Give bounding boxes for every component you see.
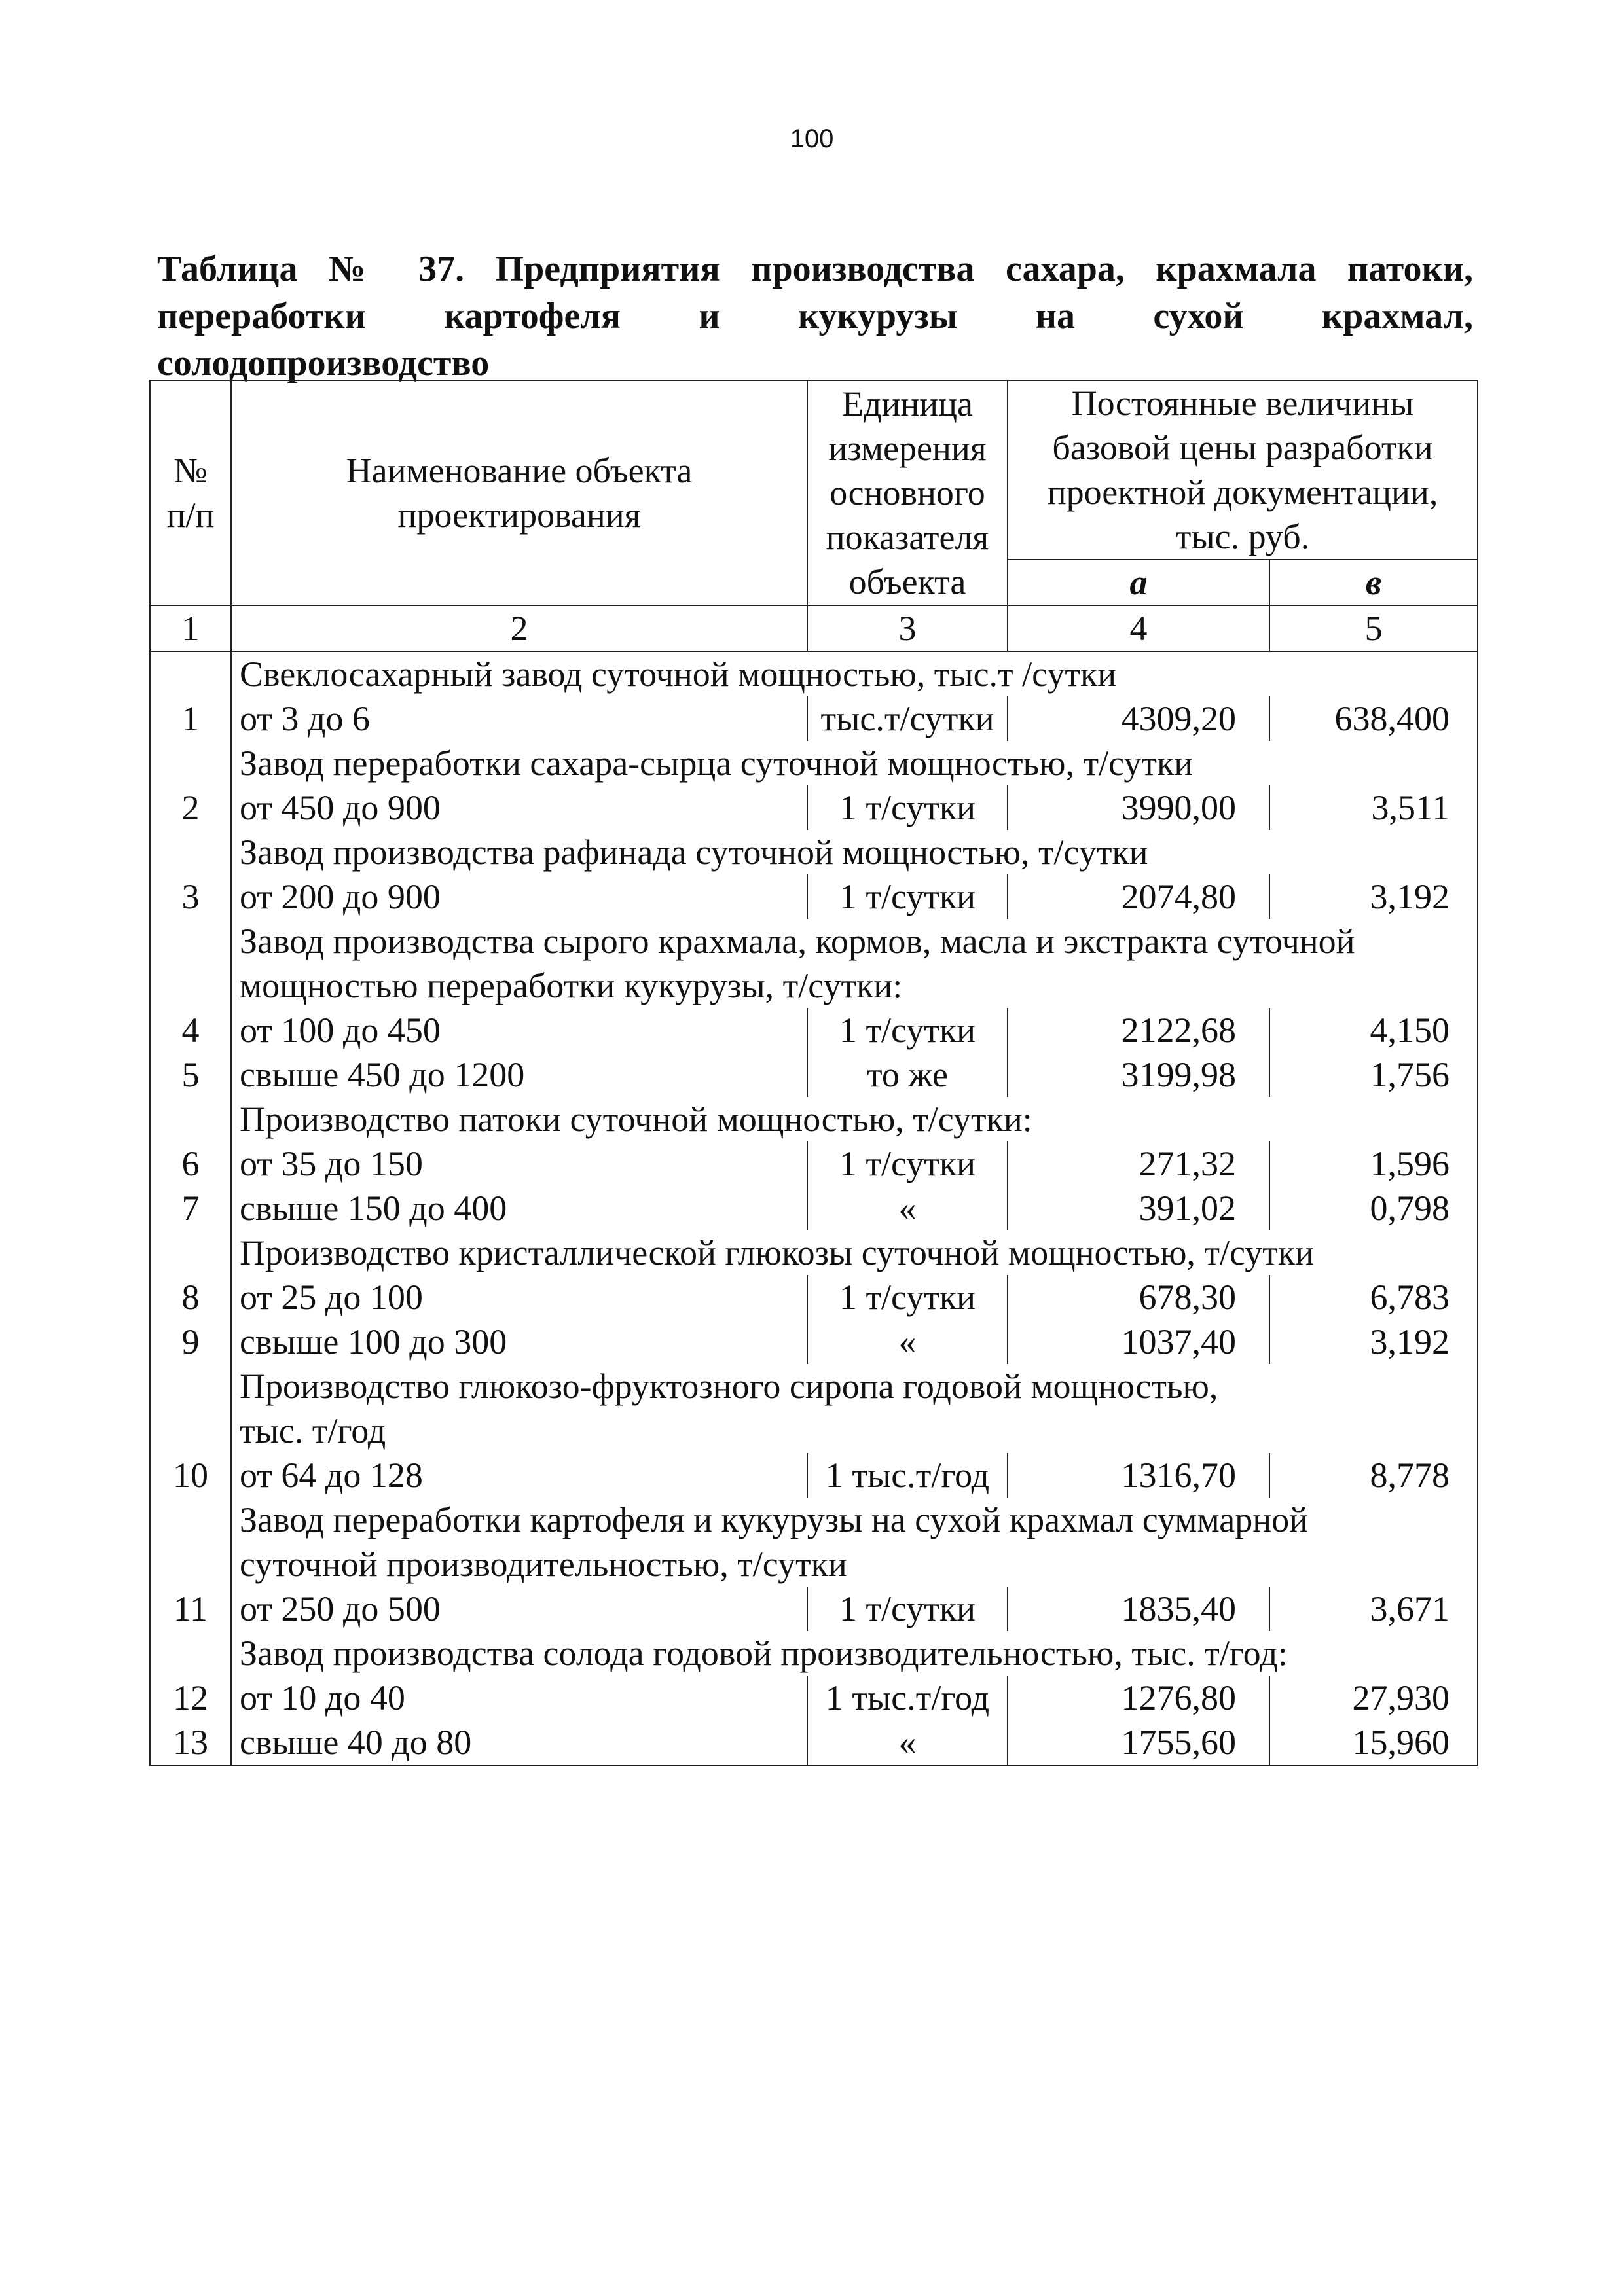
empty-number-cell	[150, 830, 231, 874]
group-heading-row	[150, 919, 1478, 963]
value-b: 0,798	[1269, 1186, 1478, 1230]
empty-number-cell	[150, 651, 231, 696]
column-number-5: 5	[1269, 605, 1478, 651]
object-range: от 3 до 6	[231, 696, 807, 741]
row-number: 2	[150, 785, 231, 830]
value-b: 1,756	[1269, 1052, 1478, 1097]
value-a: 1037,40	[1008, 1319, 1269, 1364]
group-heading: Свеклосахарный завод суточной мощностью, тыс.т /сутки	[231, 651, 1478, 696]
value-b: 8,778	[1269, 1453, 1478, 1498]
group-heading-row	[150, 1498, 1478, 1542]
empty-number-cell	[150, 1097, 231, 1141]
table-row	[150, 1186, 1478, 1230]
price-table	[149, 380, 1478, 1766]
group-heading: Производство кристаллической глюкозы суточной мощностью, т/сутки	[231, 1230, 1478, 1275]
group-heading: Производство глюкозо-фруктозного сиропа годовой мощностью,	[231, 1364, 1478, 1408]
value-a: 271,32	[1008, 1141, 1269, 1186]
row-number: 10	[150, 1453, 231, 1498]
group-heading: суточной производительностью, т/сутки	[231, 1542, 1478, 1587]
header-object-name: Наименование объекта проектирования	[231, 380, 807, 605]
empty-number-cell	[150, 963, 231, 1008]
group-heading: Завод производства рафинада суточной мощностью, т/сутки	[231, 830, 1478, 874]
table-title: Таблица № 37. Предприятия производства сахара, крахмала патоки, переработки картофеля и кукурузы на сухой крахмал,	[157, 249, 1473, 336]
object-range: от 25 до 100	[231, 1275, 807, 1319]
group-heading-row	[150, 1631, 1478, 1676]
value-a: 3990,00	[1008, 785, 1269, 830]
group-heading: тыс. т/год	[231, 1408, 1478, 1453]
row-number: 6	[150, 1141, 231, 1186]
group-heading-row	[150, 963, 1478, 1008]
value-a: 1276,80	[1008, 1676, 1269, 1720]
empty-number-cell	[150, 1498, 231, 1542]
value-a: 2074,80	[1008, 874, 1269, 919]
header-a: а	[1008, 560, 1269, 605]
row-number: 5	[150, 1052, 231, 1097]
group-heading: Завод производства солода годовой производительностью, тыс. т/год:	[231, 1631, 1478, 1676]
group-heading-row	[150, 741, 1478, 785]
unit-of-measure: «	[807, 1720, 1008, 1765]
unit-of-measure: 1 т/сутки	[807, 874, 1008, 919]
column-number-2: 2	[231, 605, 807, 651]
table-row	[150, 1008, 1478, 1052]
value-a: 3199,98	[1008, 1052, 1269, 1097]
value-b: 27,930	[1269, 1676, 1478, 1720]
empty-number-cell	[150, 1364, 231, 1408]
table-row	[150, 1587, 1478, 1631]
unit-of-measure: 1 тыс.т/год	[807, 1453, 1008, 1498]
group-heading-row	[150, 1364, 1478, 1408]
value-b: 6,783	[1269, 1275, 1478, 1319]
table-row	[150, 1275, 1478, 1319]
table-row	[150, 696, 1478, 741]
table-title-continuation: солодопроизводство	[157, 343, 490, 384]
object-range: от 250 до 500	[231, 1587, 807, 1631]
unit-of-measure: 1 т/сутки	[807, 1141, 1008, 1186]
table-row	[150, 1453, 1478, 1498]
value-b: 638,400	[1269, 696, 1478, 741]
empty-number-cell	[150, 1631, 231, 1676]
object-range: от 64 до 128	[231, 1453, 807, 1498]
header-number: № п/п	[150, 380, 231, 605]
value-a: 1755,60	[1008, 1720, 1269, 1765]
value-b: 3,192	[1269, 1319, 1478, 1364]
group-heading: Завод производства сырого крахмала, кормов, масла и экстракта суточной	[231, 919, 1478, 963]
object-range: свыше 100 до 300	[231, 1319, 807, 1364]
row-number: 1	[150, 696, 231, 741]
row-number: 11	[150, 1587, 231, 1631]
header-b: в	[1269, 560, 1478, 605]
value-a: 1316,70	[1008, 1453, 1269, 1498]
value-b: 4,150	[1269, 1008, 1478, 1052]
row-number: 12	[150, 1676, 231, 1720]
object-range: от 450 до 900	[231, 785, 807, 830]
group-heading: Завод переработки сахара-сырца суточной мощностью, т/сутки	[231, 741, 1478, 785]
row-number: 8	[150, 1275, 231, 1319]
empty-number-cell	[150, 919, 231, 963]
unit-of-measure: тыс.т/сутки	[807, 696, 1008, 741]
value-b: 15,960	[1269, 1720, 1478, 1765]
table-row	[150, 1141, 1478, 1186]
empty-number-cell	[150, 1542, 231, 1587]
group-heading-row	[150, 1408, 1478, 1453]
column-number-4: 4	[1008, 605, 1269, 651]
table-body	[150, 651, 1478, 1765]
unit-of-measure: 1 тыс.т/год	[807, 1676, 1008, 1720]
value-b: 3,511	[1269, 785, 1478, 830]
object-range: от 100 до 450	[231, 1008, 807, 1052]
table-row	[150, 785, 1478, 830]
row-number: 13	[150, 1720, 231, 1765]
object-range: от 200 до 900	[231, 874, 807, 919]
group-heading-row	[150, 1230, 1478, 1275]
empty-number-cell	[150, 1408, 231, 1453]
group-heading-row	[150, 651, 1478, 696]
object-range: от 10 до 40	[231, 1676, 807, 1720]
table-row	[150, 1052, 1478, 1097]
unit-of-measure: 1 т/сутки	[807, 1008, 1008, 1052]
group-heading: Производство патоки суточной мощностью, т/сутки:	[231, 1097, 1478, 1141]
empty-number-cell	[150, 1230, 231, 1275]
column-number-3: 3	[807, 605, 1008, 651]
value-a: 4309,20	[1008, 696, 1269, 741]
table-row	[150, 1720, 1478, 1765]
value-b: 3,671	[1269, 1587, 1478, 1631]
unit-of-measure: 1 т/сутки	[807, 1587, 1008, 1631]
table-row	[150, 874, 1478, 919]
column-number-1: 1	[150, 605, 231, 651]
value-b: 3,192	[1269, 874, 1478, 919]
row-number: 4	[150, 1008, 231, 1052]
object-range: свыше 450 до 1200	[231, 1052, 807, 1097]
row-number: 7	[150, 1186, 231, 1230]
group-heading: Завод переработки картофеля и кукурузы на сухой крахмал суммарной	[231, 1498, 1478, 1542]
unit-of-measure: «	[807, 1186, 1008, 1230]
value-a: 2122,68	[1008, 1008, 1269, 1052]
group-heading-row	[150, 1097, 1478, 1141]
value-b: 1,596	[1269, 1141, 1478, 1186]
group-heading-row	[150, 1542, 1478, 1587]
value-a: 1835,40	[1008, 1587, 1269, 1631]
group-heading-row	[150, 830, 1478, 874]
empty-number-cell	[150, 741, 231, 785]
unit-of-measure: 1 т/сутки	[807, 785, 1008, 830]
object-range: свыше 150 до 400	[231, 1186, 807, 1230]
header-unit: Единица измерения основного показателя объекта	[807, 380, 1008, 605]
header-constants: Постоянные величины базовой цены разработки проектной документации, тыс. руб.	[1008, 380, 1478, 560]
row-number: 3	[150, 874, 231, 919]
page-number: 100	[790, 124, 834, 153]
value-a: 678,30	[1008, 1275, 1269, 1319]
unit-of-measure: 1 т/сутки	[807, 1275, 1008, 1319]
value-a: 391,02	[1008, 1186, 1269, 1230]
row-number: 9	[150, 1319, 231, 1364]
unit-of-measure: «	[807, 1319, 1008, 1364]
table-row	[150, 1319, 1478, 1364]
unit-of-measure: то же	[807, 1052, 1008, 1097]
object-range: от 35 до 150	[231, 1141, 807, 1186]
table-row	[150, 1676, 1478, 1720]
object-range: свыше 40 до 80	[231, 1720, 807, 1765]
group-heading: мощностью переработки кукурузы, т/сутки:	[231, 963, 1478, 1008]
